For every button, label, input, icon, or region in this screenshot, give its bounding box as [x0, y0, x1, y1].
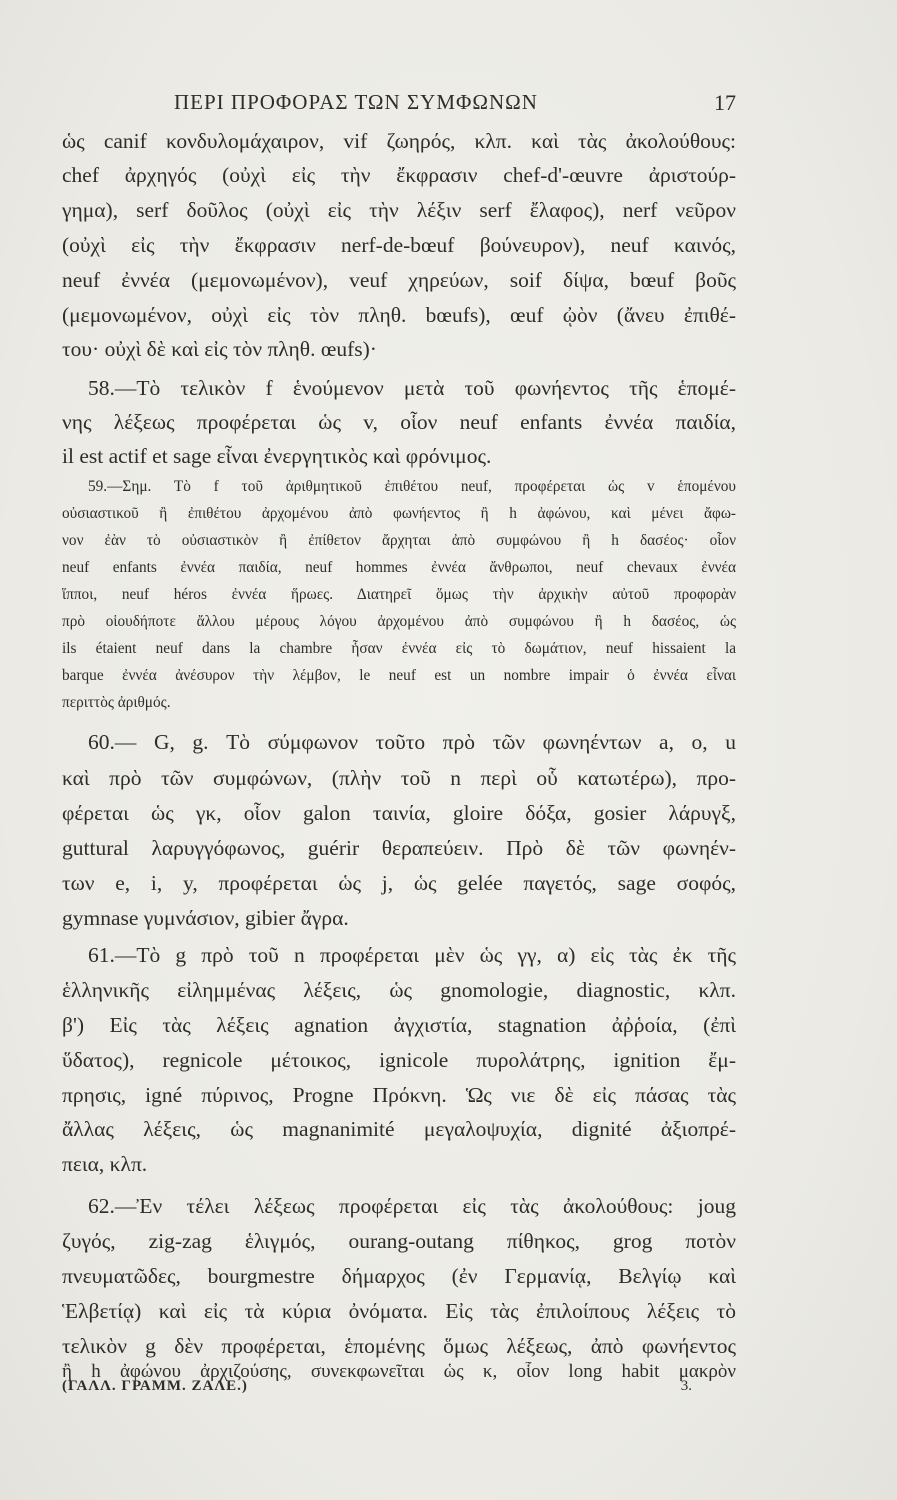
paragraph-60-line: καὶ πρὸ τῶν συμφώνων, (πλὴν τοῦ n περὶ οὗ κατωτέρω), προ- — [62, 766, 736, 790]
paragraph-58-line: νης λέξεως προφέρεται ὡς v, οἷον neuf enfants ἐννέα παιδία, — [62, 410, 736, 434]
paragraph-62-line: τελικὸν g δὲν προφέρεται, ἑπομένης ὅμως λέξεως, ἀπὸ φωνήεντος — [62, 1334, 736, 1358]
note-59-line: ils étaient neuf dans la chambre ἦσαν ἐννέα εἰς τὸ δωμάτιον, neuf hissaient la — [62, 640, 736, 657]
note-59-line: barque ἐννέα ἀνέσυρον τὴν λέμβον, le neuf est un nombre impair ὁ ἐννέα εἶναι — [62, 667, 736, 684]
paragraph-60-line: των e, i, y, προφέρεται ὡς j, ὡς gelée παγετός, sage σοφός, — [62, 871, 736, 895]
paragraph-60-line: gymnase γυμνάσιον, gibier ἄγρα. — [62, 906, 349, 930]
page-header — [62, 90, 742, 120]
text-line: του· οὐχὶ δὲ καὶ εἰς τὸν πληθ. œufs)· — [62, 337, 377, 361]
paragraph-58-line: il est actif et sage εἶναι ἐνεργητικὸς καὶ φρόνιμος. — [62, 444, 492, 468]
text-line: chef ἀρχηγός (οὐχὶ εἰς τὴν ἔκφρασιν chef-d'-œuvre ἀριστούρ- — [62, 163, 736, 187]
sheet-number: 3. — [680, 1378, 692, 1394]
paragraph-61-line: πρησις, igné πύρινος, Progne Πρόκνη. Ὡς νιε δὲ εἰς πάσας τὰς — [62, 1083, 736, 1107]
note-59-line: νον ἐὰν τὸ οὐσιαστικὸν ἢ ἐπίθετον ἄρχηται ἀπὸ συμφώνου ἢ h δασέος· οἷον — [62, 532, 736, 549]
note-59-line: πρὸ οἱουδήποτε ἄλλου μέρους λόγου ἀρχομένου ἀπὸ συμφώνου ἢ h δασέος, ὡς — [62, 613, 736, 630]
text-line: (μεμονωμένον, οὐχὶ εἰς τὸν πληθ. bœufs), œuf ᾠὸν (ἄνευ ἐπιθέ- — [62, 303, 736, 327]
page-number: 17 — [714, 90, 736, 115]
paragraph-60-line: guttural λαρυγγόφωνος, guérir θεραπεύειν. Πρὸ δὲ τῶν φωνηέν- — [62, 836, 736, 860]
paragraph-61-line: ἑλληνικῆς εἰλημμένας λέξεις, ὡς gnomologie, diagnostic, κλπ. — [62, 978, 736, 1002]
paragraph-61-line: ὕδατος), regnicole μέτοικος, ignicole πυρολάτρης, ignition ἔμ- — [62, 1048, 736, 1072]
paragraph-61-line: πεια, κλπ. — [62, 1152, 148, 1176]
page-footer — [62, 1378, 736, 1404]
paragraph-62-line: ζυγός, zig-zag ἑλιγμός, ourang-outang πίθηκος, grog ποτὸν — [62, 1229, 736, 1253]
paragraph-58-line: 58.—Τὸ τελικὸν f ἑνούμενον μετὰ τοῦ φωνήεντος τῆς ἑπομέ- — [88, 376, 736, 400]
note-59-line: 59.—Σημ. Τὸ f τοῦ ἀριθμητικοῦ ἐπιθέτου neuf, προφέρεται ὡς v ἑπομένου — [88, 478, 736, 495]
running-head: ΠΕΡΙ ΠΡΟΦΟΡΑΣ ΤΩΝ ΣΥΜΦΩΝΩΝ — [174, 90, 538, 114]
paragraph-62-line: ἢ h ἀφώνου ἀρχιζούσης, συνεκφωνεῖται ὡς κ, οἷον long habit μακρὸν — [62, 1362, 736, 1382]
paragraph-60-line: 60.— G, g. Τὸ σύμφωνον τοῦτο πρὸ τῶν φωνηέντων a, o, u — [88, 730, 736, 754]
text-line: (οὐχὶ εἰς τὴν ἔκφρασιν nerf-de-bœuf βούνευρον), neuf καινός, — [62, 233, 736, 257]
paragraph-62-line: Ἑλβετίᾳ) καὶ εἰς τὰ κύρια ὀνόματα. Εἰς τὰς ἐπιλοίπους λέξεις τὸ — [62, 1299, 736, 1323]
note-59-line: περιττὸς ἀριθμός. — [62, 694, 171, 711]
note-59-line: ἵπποι, neuf héros ἐννέα ἥρωες. Διατηρεῖ ὅμως τὴν ἀρχικὴν αὐτοῦ προφορὰν — [62, 586, 736, 603]
paragraph-60-line: φέρεται ὡς γκ, οἷον galon ταινία, gloire δόξα, gosier λάρυγξ, — [62, 801, 736, 825]
printer-signature: (ΓΑΛΛ. ΓΡΑΜΜ. ΖΑΛΕ.) — [62, 1378, 248, 1394]
paragraph-62-line: πνευματῶδες, bourgmestre δήμαρχος (ἐν Γερμανίᾳ, Βελγίῳ καὶ — [62, 1264, 736, 1288]
paragraph-61-line: β') Εἰς τὰς λέξεις agnation ἀγχιστία, stagnation ἀῤῥοία, (ἐπὶ — [62, 1013, 736, 1037]
note-59-line: neuf enfants ἐννέα παιδία, neuf hommes ἐννέα ἄνθρωποι, neuf chevaux ἐννέα — [62, 559, 736, 576]
paragraph-62-line: 62.—Ἐν τέλει λέξεως προφέρεται εἰς τὰς ἀκολούθους: joug — [88, 1194, 736, 1218]
text-line: ὡς canif κονδυλομάχαιρον, vif ζωηρός, κλπ. καὶ τὰς ἀκολούθους: — [62, 129, 736, 153]
text-line: γημα), serf δοῦλος (οὐχὶ εἰς τὴν λέξιν serf ἔλαφος), nerf νεῦρον — [62, 198, 736, 222]
paragraph-61-line: ἄλλας λέξεις, ὡς magnanimité μεγαλοψυχία, dignité ἀξιοπρέ- — [62, 1117, 736, 1141]
paragraph-61-line: 61.—Τὸ g πρὸ τοῦ n προφέρεται μὲν ὡς γγ, α) εἰς τὰς ἐκ τῆς — [88, 943, 736, 967]
text-line: neuf ἐννέα (μεμονωμένον), veuf χηρεύων, soif δίψα, bœuf βοῦς — [62, 268, 736, 292]
note-59-line: οὐσιαστικοῦ ἢ ἐπιθέτου ἀρχομένου ἀπὸ φωνήεντος ἢ h ἀφώνου, καὶ μένει ἄφω- — [62, 505, 736, 522]
